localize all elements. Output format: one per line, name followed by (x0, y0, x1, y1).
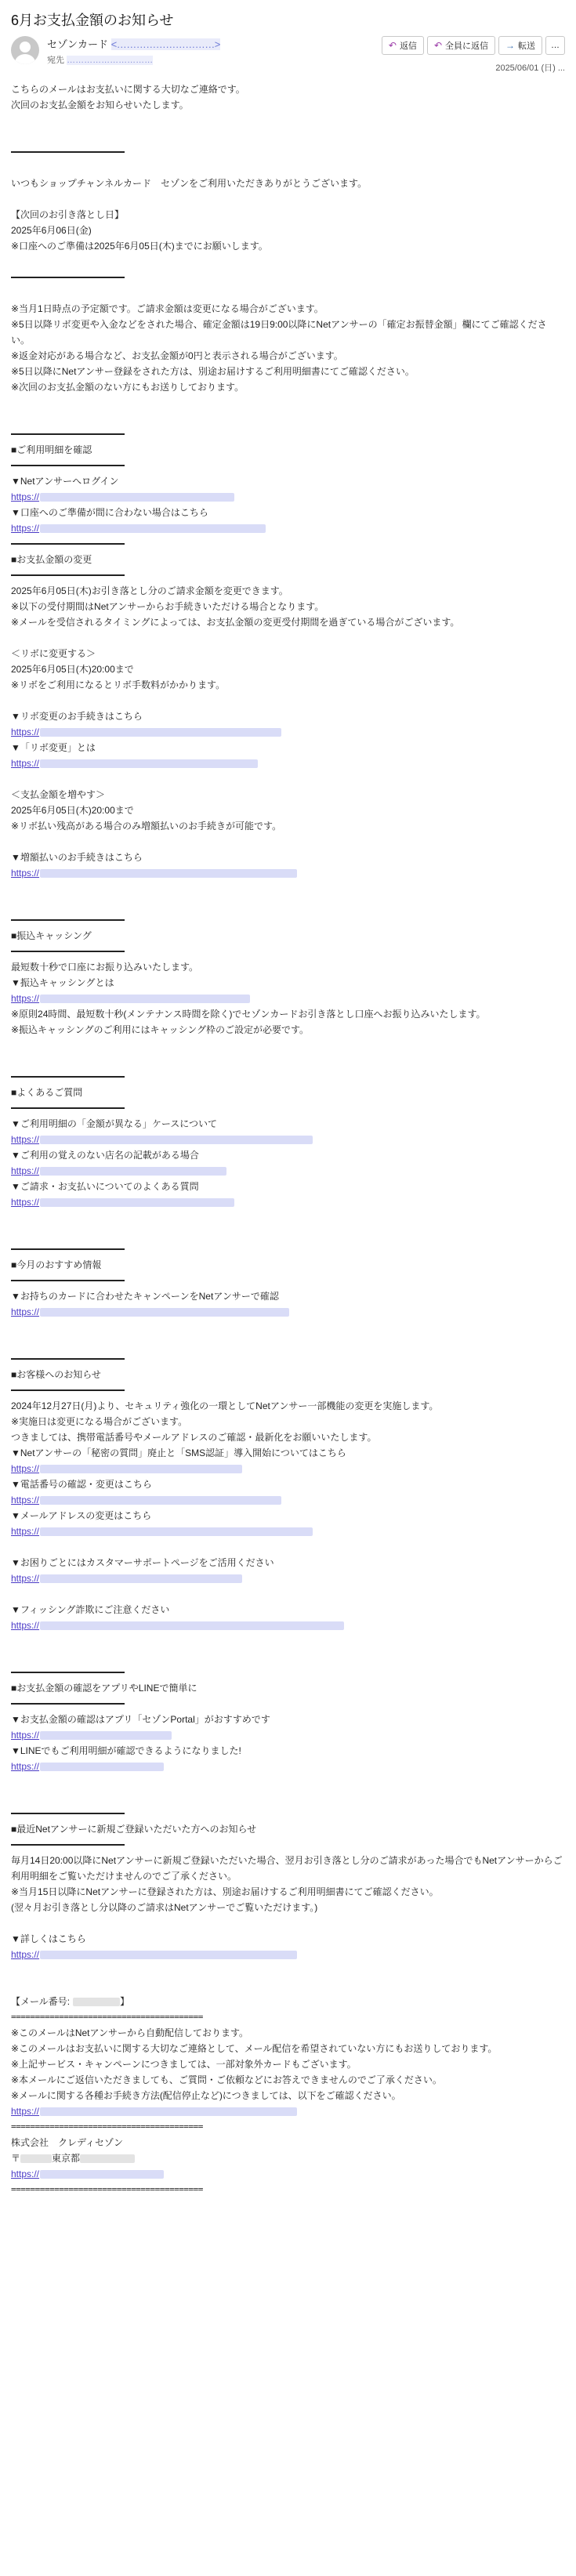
body-text (11, 818, 565, 834)
link-text: https:// (11, 1730, 40, 1741)
body-text-content: ▼「リボ変更」とは (11, 742, 96, 753)
blank-line (11, 1915, 565, 1931)
section-divider (11, 1358, 125, 1360)
body-text-content: ■最近Netアンサーに新規ご登録いただいた方へのお知らせ (11, 1824, 257, 1835)
body-text-content: ■振込キャッシング (11, 930, 92, 941)
body-text-content: 最短数十秒で口座にお振り込みいたします。 (11, 962, 199, 973)
section-divider (11, 1813, 125, 1814)
link-line (11, 1461, 565, 1476)
body-text (11, 1884, 565, 1900)
section-divider (11, 919, 125, 921)
body-text-content: 2025年6月05日(木)20:00まで (11, 805, 134, 816)
blank-line (11, 834, 565, 850)
blank-line (11, 1320, 565, 1335)
reply-label: 返信 (399, 42, 417, 51)
body-link[interactable] (11, 1526, 313, 1537)
body-text (11, 2088, 565, 2103)
body-text (11, 1853, 565, 1884)
redacted-url (40, 1308, 289, 1317)
body-link[interactable] (11, 1730, 172, 1741)
body-text (11, 1398, 565, 1414)
body-text (11, 1712, 565, 1727)
body-text-content: ▼お困りごとにはカスタマーサポートページをご活用ください (11, 1557, 274, 1568)
link-text: https:// (11, 1134, 40, 1145)
body-text-content: ＜支払金額を増やす＞ (11, 789, 106, 800)
link-text: https:// (11, 491, 40, 502)
more-icon: … (551, 41, 560, 50)
blank-line (11, 630, 565, 646)
body-text (11, 223, 565, 238)
redacted-url (40, 1496, 281, 1505)
address-prefecture: 東京都 (52, 2153, 81, 2164)
link-line (11, 1194, 565, 1210)
link-line (11, 991, 565, 1006)
body-text (11, 1179, 565, 1194)
sender-address[interactable]: <…………………………> (110, 38, 220, 50)
body-text-content: ▼電話番号の確認・変更はこちら (11, 1479, 152, 1490)
body-text-content: ※このメールはNetアンサーから自動配信しております。 (11, 2027, 249, 2038)
body-text (11, 1994, 565, 2009)
body-text (11, 928, 565, 944)
action-area (382, 36, 565, 74)
body-text-content: ▼ご請求・お支払いについてのよくある質問 (11, 1181, 199, 1192)
link-line (11, 1759, 565, 1774)
redacted-url (40, 1763, 164, 1771)
body-text-content: (翌々月お引き落とし分以降のご請求はNetアンサーでご覧いただけます。) (11, 1902, 318, 1913)
email-body (11, 82, 565, 2197)
body-text (11, 238, 565, 254)
sender-block (47, 36, 382, 66)
body-text (11, 379, 565, 395)
blank-line (11, 897, 565, 912)
link-text: https:// (11, 1306, 40, 1317)
body-text (11, 1821, 565, 1837)
body-text (11, 364, 565, 379)
body-text (11, 97, 565, 113)
body-text-content: ■今月のおすすめ情報 (11, 1259, 102, 1270)
sender-name: セゾンカード (47, 38, 109, 50)
link-text: https:// (11, 1165, 40, 1176)
section-divider (11, 1107, 125, 1109)
separator-line: ======================================== (11, 2121, 203, 2132)
body-text (11, 1414, 565, 1429)
link-line (11, 1947, 565, 1962)
link-text: https:// (11, 1495, 40, 1505)
body-text (11, 661, 565, 677)
body-text-content: ※次回のお支払金額のない方にもお送りしております。 (11, 382, 245, 393)
link-line (11, 2166, 565, 2182)
body-text (11, 646, 565, 661)
section-divider (11, 277, 125, 278)
redacted-url (40, 1465, 242, 1473)
body-link[interactable] (11, 491, 234, 502)
body-text (11, 1257, 565, 1273)
body-text-content: ■ご利用明細を確認 (11, 444, 92, 455)
redacted-url (40, 2170, 164, 2179)
body-text (11, 803, 565, 818)
link-line (11, 1304, 565, 1320)
blank-line (11, 693, 565, 708)
reply-all-icon: ↶ (433, 40, 442, 51)
body-link[interactable] (11, 726, 281, 737)
body-text (11, 1445, 565, 1461)
body-text (11, 1602, 565, 1618)
redacted-url (40, 728, 281, 737)
body-text (11, 1022, 565, 1038)
body-text-content: ▼LINEでもご利用明細が確認できるようになりました! (11, 1745, 241, 1756)
body-text (11, 1931, 565, 1947)
avatar (11, 36, 39, 64)
body-text-content: ※メールを受信されるタイミングによっては、お支払金額の変更受付期間を過ぎている場合がございます。 (11, 617, 460, 628)
body-text-content: ■お客様へのお知らせ (11, 1369, 101, 1380)
redacted-url (40, 524, 266, 533)
body-text-content: ※口座へのご準備は2025年6月05日(木)までにお願いします。 (11, 241, 268, 252)
blank-line (11, 285, 565, 301)
body-link[interactable] (11, 1761, 164, 1772)
body-text-content: ▼Netアンサーの「秘密の質問」廃止と「SMS認証」導入開始についてはこちら (11, 1447, 346, 1458)
received-date: 2025/06/01 (日) ... (495, 63, 565, 73)
body-text-content: ※5日以降にNetアンサー登録をされた方は、別途お届けするご利用明細書にてご確認ください。 (11, 366, 415, 377)
body-text-content: ▼詳しくはこちら (11, 1933, 86, 1944)
body-link[interactable] (11, 1949, 297, 1960)
link-text: https:// (11, 1949, 40, 1960)
body-text-content: ▼ご利用明細の「金額が異なる」ケースについて (11, 1118, 218, 1129)
body-link[interactable] (11, 1197, 234, 1208)
link-text: https:// (11, 2106, 40, 2117)
body-text (11, 1476, 565, 1492)
link-line (11, 1492, 565, 1508)
body-text (11, 1429, 565, 1445)
body-text (11, 787, 565, 803)
body-text-content: ※振込キャッシングのご利用にはキャッシング枠のご設定が必要です。 (11, 1024, 310, 1035)
body-link[interactable] (11, 1165, 226, 1176)
blank-line (11, 254, 565, 270)
body-text (11, 1555, 565, 1571)
body-text-content: ▼ご利用の覚えのない店名の記載がある場合 (11, 1150, 199, 1161)
body-text-content: ▼メールアドレスの変更はこちら (11, 1510, 152, 1521)
body-text-content: ■お支払金額の確認をアプリやLINEで簡単に (11, 1683, 197, 1694)
forward-button[interactable] (498, 36, 542, 55)
blank-line (11, 1633, 565, 1649)
body-text (11, 740, 565, 755)
blank-line (11, 1053, 565, 1069)
body-text (11, 614, 565, 630)
redacted-url (40, 1527, 313, 1536)
more-actions-button[interactable] (545, 36, 565, 55)
sender-line (47, 36, 382, 51)
body-text-content: ※本メールにご返信いただきましても、ご質問・ご依頼などにお答えできませんのでご了承ください。 (11, 2074, 442, 2085)
body-text (11, 975, 565, 991)
blank-line (11, 881, 565, 897)
body-text-content: 2025年6月05日(木)お引き落とし分のご請求金額を変更できます。 (11, 585, 288, 596)
redacted-url (40, 995, 250, 1003)
body-text (11, 1743, 565, 1759)
link-line (11, 1132, 565, 1147)
body-link[interactable] (11, 758, 258, 769)
email-header (11, 36, 565, 74)
section-divider (11, 543, 125, 545)
blank-line (11, 113, 565, 129)
body-text (11, 850, 565, 865)
body-text (11, 1367, 565, 1382)
link-text: https:// (11, 1526, 40, 1537)
body-text (11, 82, 565, 97)
blank-line (11, 1210, 565, 1226)
body-link[interactable] (11, 1134, 313, 1145)
blank-line (11, 129, 565, 144)
link-text: https:// (11, 1573, 40, 1584)
blank-line (11, 1649, 565, 1665)
body-link[interactable] (11, 1306, 289, 1317)
forward-label: 転送 (518, 42, 535, 51)
body-link[interactable] (11, 2168, 164, 2179)
to-label: 宛先 (47, 56, 64, 65)
body-text (11, 583, 565, 599)
redacted-url (40, 1951, 297, 1959)
redacted-url (40, 1136, 313, 1144)
body-text (11, 1085, 565, 1100)
section-divider (11, 951, 125, 952)
section-divider (11, 574, 125, 576)
body-text (11, 317, 565, 348)
blank-line (11, 1978, 565, 1994)
action-buttons (382, 36, 565, 55)
body-text-content: ▼お持ちのカードに合わせたキャンペーンをNetアンサーで確認 (11, 1291, 279, 1302)
blank-line (11, 1790, 565, 1806)
body-text-content: ▼Netアンサーへログイン (11, 476, 119, 487)
blank-line (11, 160, 565, 176)
forward-icon: → (505, 40, 515, 51)
link-line (11, 865, 565, 881)
email-subject: 6月お支払金額のお知らせ (11, 13, 174, 28)
link-line (11, 1727, 565, 1743)
body-text-content: 2024年12月27日(月)より、セキュリティ強化の一環としてNetアンサー一部機能の変更を実施します。 (11, 1400, 439, 1411)
body-text-content: ▼振込キャッシングとは (11, 977, 114, 988)
link-line (11, 1618, 565, 1633)
body-text (11, 1680, 565, 1696)
body-text-content: ※当月1日時点の予定額です。ご請求金額は変更になる場合がございます。 (11, 303, 324, 314)
link-text: https:// (11, 1761, 40, 1772)
link-line (11, 1571, 565, 1586)
blank-line (11, 1226, 565, 1241)
body-text (11, 552, 565, 567)
link-text: https:// (11, 1463, 40, 1474)
body-text (11, 1900, 565, 1915)
body-text (11, 301, 565, 317)
body-text (11, 959, 565, 975)
section-divider (11, 433, 125, 435)
body-link[interactable] (11, 523, 266, 534)
redacted-address (80, 2154, 135, 2163)
blank-line (11, 1335, 565, 1351)
body-text-content: ※5日以降リボ変更や入金などをされた場合、確定金額は19日9:00以降にNetアンサーの「確定お振替金額」欄にてご確認ください。 (11, 319, 547, 346)
blank-line (11, 1586, 565, 1602)
body-text (11, 1116, 565, 1132)
body-text (11, 2150, 565, 2166)
body-link[interactable] (11, 2106, 297, 2117)
separator-line: ======================================== (11, 2012, 203, 2022)
mail-number-tail: 】 (120, 1996, 130, 2007)
body-link[interactable] (11, 1495, 281, 1505)
blank-line (11, 1038, 565, 1053)
link-line (11, 489, 565, 505)
link-text: https:// (11, 523, 40, 534)
link-text: https:// (11, 993, 40, 1004)
body-link[interactable] (11, 1573, 242, 1584)
section-divider (11, 151, 125, 153)
section-divider (11, 1672, 125, 1673)
recipient-line (47, 53, 382, 66)
body-text-content: ※以下の受付期間はNetアンサーからお手続きいただける場合となります。 (11, 601, 324, 612)
section-divider (11, 1703, 125, 1705)
blank-line (11, 1962, 565, 1978)
body-text-content: ※このメールはお支払いに関する大切なご連絡として、メール配信を希望されていない方にもお送りしております。 (11, 2043, 498, 2054)
body-text (11, 176, 565, 191)
blank-line (11, 191, 565, 207)
body-text-content: こちらのメールはお支払いに関する大切なご連絡です。 (11, 84, 245, 95)
redacted-postcode (20, 2154, 52, 2163)
section-divider (11, 1844, 125, 1846)
redacted-url (40, 1574, 242, 1583)
body-text-content: ※実施日は変更になる場合がございます。 (11, 1416, 188, 1427)
link-line (11, 520, 565, 536)
body-text-content: ■お支払金額の変更 (11, 554, 92, 565)
body-text-content: 2025年6月05日(木)20:00まで (11, 664, 134, 675)
body-link[interactable] (11, 868, 297, 879)
body-text (11, 207, 565, 223)
body-text (11, 677, 565, 693)
body-text-content: ※当月15日以降にNetアンサーに登録された方は、別途お届けするご利用明細書にてご確認ください。 (11, 1886, 439, 1897)
link-line (11, 2103, 565, 2119)
recipient-address[interactable]: ………………………… (67, 56, 154, 65)
redacted-url (40, 869, 297, 878)
body-text-content: つきましては、携帯電話番号やメールアドレスのご確認・最新化をお願いいたします。 (11, 1432, 377, 1443)
redacted-mail-number (73, 1998, 120, 2006)
body-text (11, 2135, 565, 2150)
body-text-content: ▼増額払いのお手続きはこちら (11, 852, 143, 863)
body-text-content: 〒 (11, 2153, 21, 2164)
body-text-content: ▼お支払金額の確認はアプリ「セゾンPortal」がおすすめです (11, 1714, 270, 1725)
body-text-content: ＜リボに変更する＞ (11, 648, 96, 659)
link-text: https:// (11, 726, 40, 737)
reply-all-label: 全員に返信 (445, 42, 488, 51)
body-link[interactable] (11, 1463, 242, 1474)
section-divider (11, 1076, 125, 1078)
body-text (11, 442, 565, 458)
body-text-content: ※リボ払い残高がある場合のみ増額払いのお手続きが可能です。 (11, 821, 282, 831)
body-text-content: ▼リボ変更のお手続きはこちら (11, 711, 143, 722)
body-text-content: 次回のお支払金額をお知らせいたします。 (11, 100, 189, 111)
body-text (11, 473, 565, 489)
redacted-url (40, 2107, 297, 2116)
body-text-content: ※返金対応がある場合など、お支払金額が0円と表示される場合がございます。 (11, 350, 343, 361)
body-text-content: ※メールに関する各種お手続き方法(配信停止など)につきましては、以下をご確認ください。 (11, 2090, 401, 2101)
body-text-content: 毎月14日20:00以降にNetアンサーに新規ご登録いただいた場合、翌月お引き落とし分のご請求があった場合でもNetアンサーからご利用明細をご覧いただけませんのでご了承ください。 (11, 1855, 563, 1882)
reply-icon: ↶ (388, 40, 397, 51)
section-divider (11, 1389, 125, 1391)
redacted-url (40, 1621, 344, 1630)
body-text (11, 1508, 565, 1523)
body-text (11, 599, 565, 614)
body-text (11, 708, 565, 724)
body-text (11, 1147, 565, 1163)
body-text (11, 2056, 565, 2072)
body-link[interactable] (11, 1620, 344, 1631)
body-text-content: ※リボをご利用になるとリボ手数料がかかります。 (11, 679, 226, 690)
body-text-content: 【次回のお引き落とし日】 (11, 209, 125, 220)
section-divider (11, 1280, 125, 1281)
separator-line: ======================================== (11, 2184, 203, 2194)
link-text: https:// (11, 758, 40, 769)
redacted-url (40, 1167, 226, 1176)
link-text: https:// (11, 1197, 40, 1208)
body-text (11, 2025, 565, 2041)
body-text-content: 株式会社 クレディセゾン (11, 2137, 124, 2148)
body-text (11, 1288, 565, 1304)
link-text: https:// (11, 2168, 40, 2179)
blank-line (11, 1539, 565, 1555)
body-text-content: ※原則24時間、最短数十秒(メンテナンス時間を除く)でセゾンカードお引き落とし口座へお振り込みいたします。 (11, 1009, 486, 1020)
body-text-content: 【メール番号: (11, 1996, 71, 2007)
body-text (11, 2041, 565, 2056)
link-line (11, 724, 565, 740)
blank-line (11, 395, 565, 411)
reply-all-button[interactable] (427, 36, 495, 55)
body-text-content: 2025年6月06日(金) (11, 225, 92, 236)
blank-line (11, 771, 565, 787)
body-text-content: ■よくあるご質問 (11, 1087, 83, 1098)
section-divider (11, 465, 125, 466)
body-text (11, 505, 565, 520)
body-link[interactable] (11, 993, 250, 1004)
body-text (11, 2072, 565, 2088)
redacted-url (40, 1731, 172, 1740)
body-text-content: ▼口座へのご準備が間に合わない場合はこちら (11, 507, 208, 518)
redacted-url (40, 493, 234, 502)
link-line (11, 755, 565, 771)
body-text (11, 1006, 565, 1022)
section-divider (11, 1248, 125, 1250)
body-text-content: いつもショップチャンネルカード セゾンをご利用いただきありがとうございます。 (11, 178, 368, 189)
link-line (11, 1523, 565, 1539)
reply-button[interactable] (382, 36, 424, 55)
body-text-content: ▼フィッシング詐欺にご注意ください (11, 1604, 170, 1615)
link-text: https:// (11, 868, 40, 879)
redacted-url (40, 759, 258, 768)
body-text (11, 348, 565, 364)
link-text: https:// (11, 1620, 40, 1631)
body-text-content: ※上記サービス・キャンペーンにつきましては、一部対象外カードもございます。 (11, 2059, 357, 2070)
blank-line (11, 411, 565, 426)
redacted-url (40, 1198, 234, 1207)
blank-line (11, 1774, 565, 1790)
link-line (11, 1163, 565, 1179)
